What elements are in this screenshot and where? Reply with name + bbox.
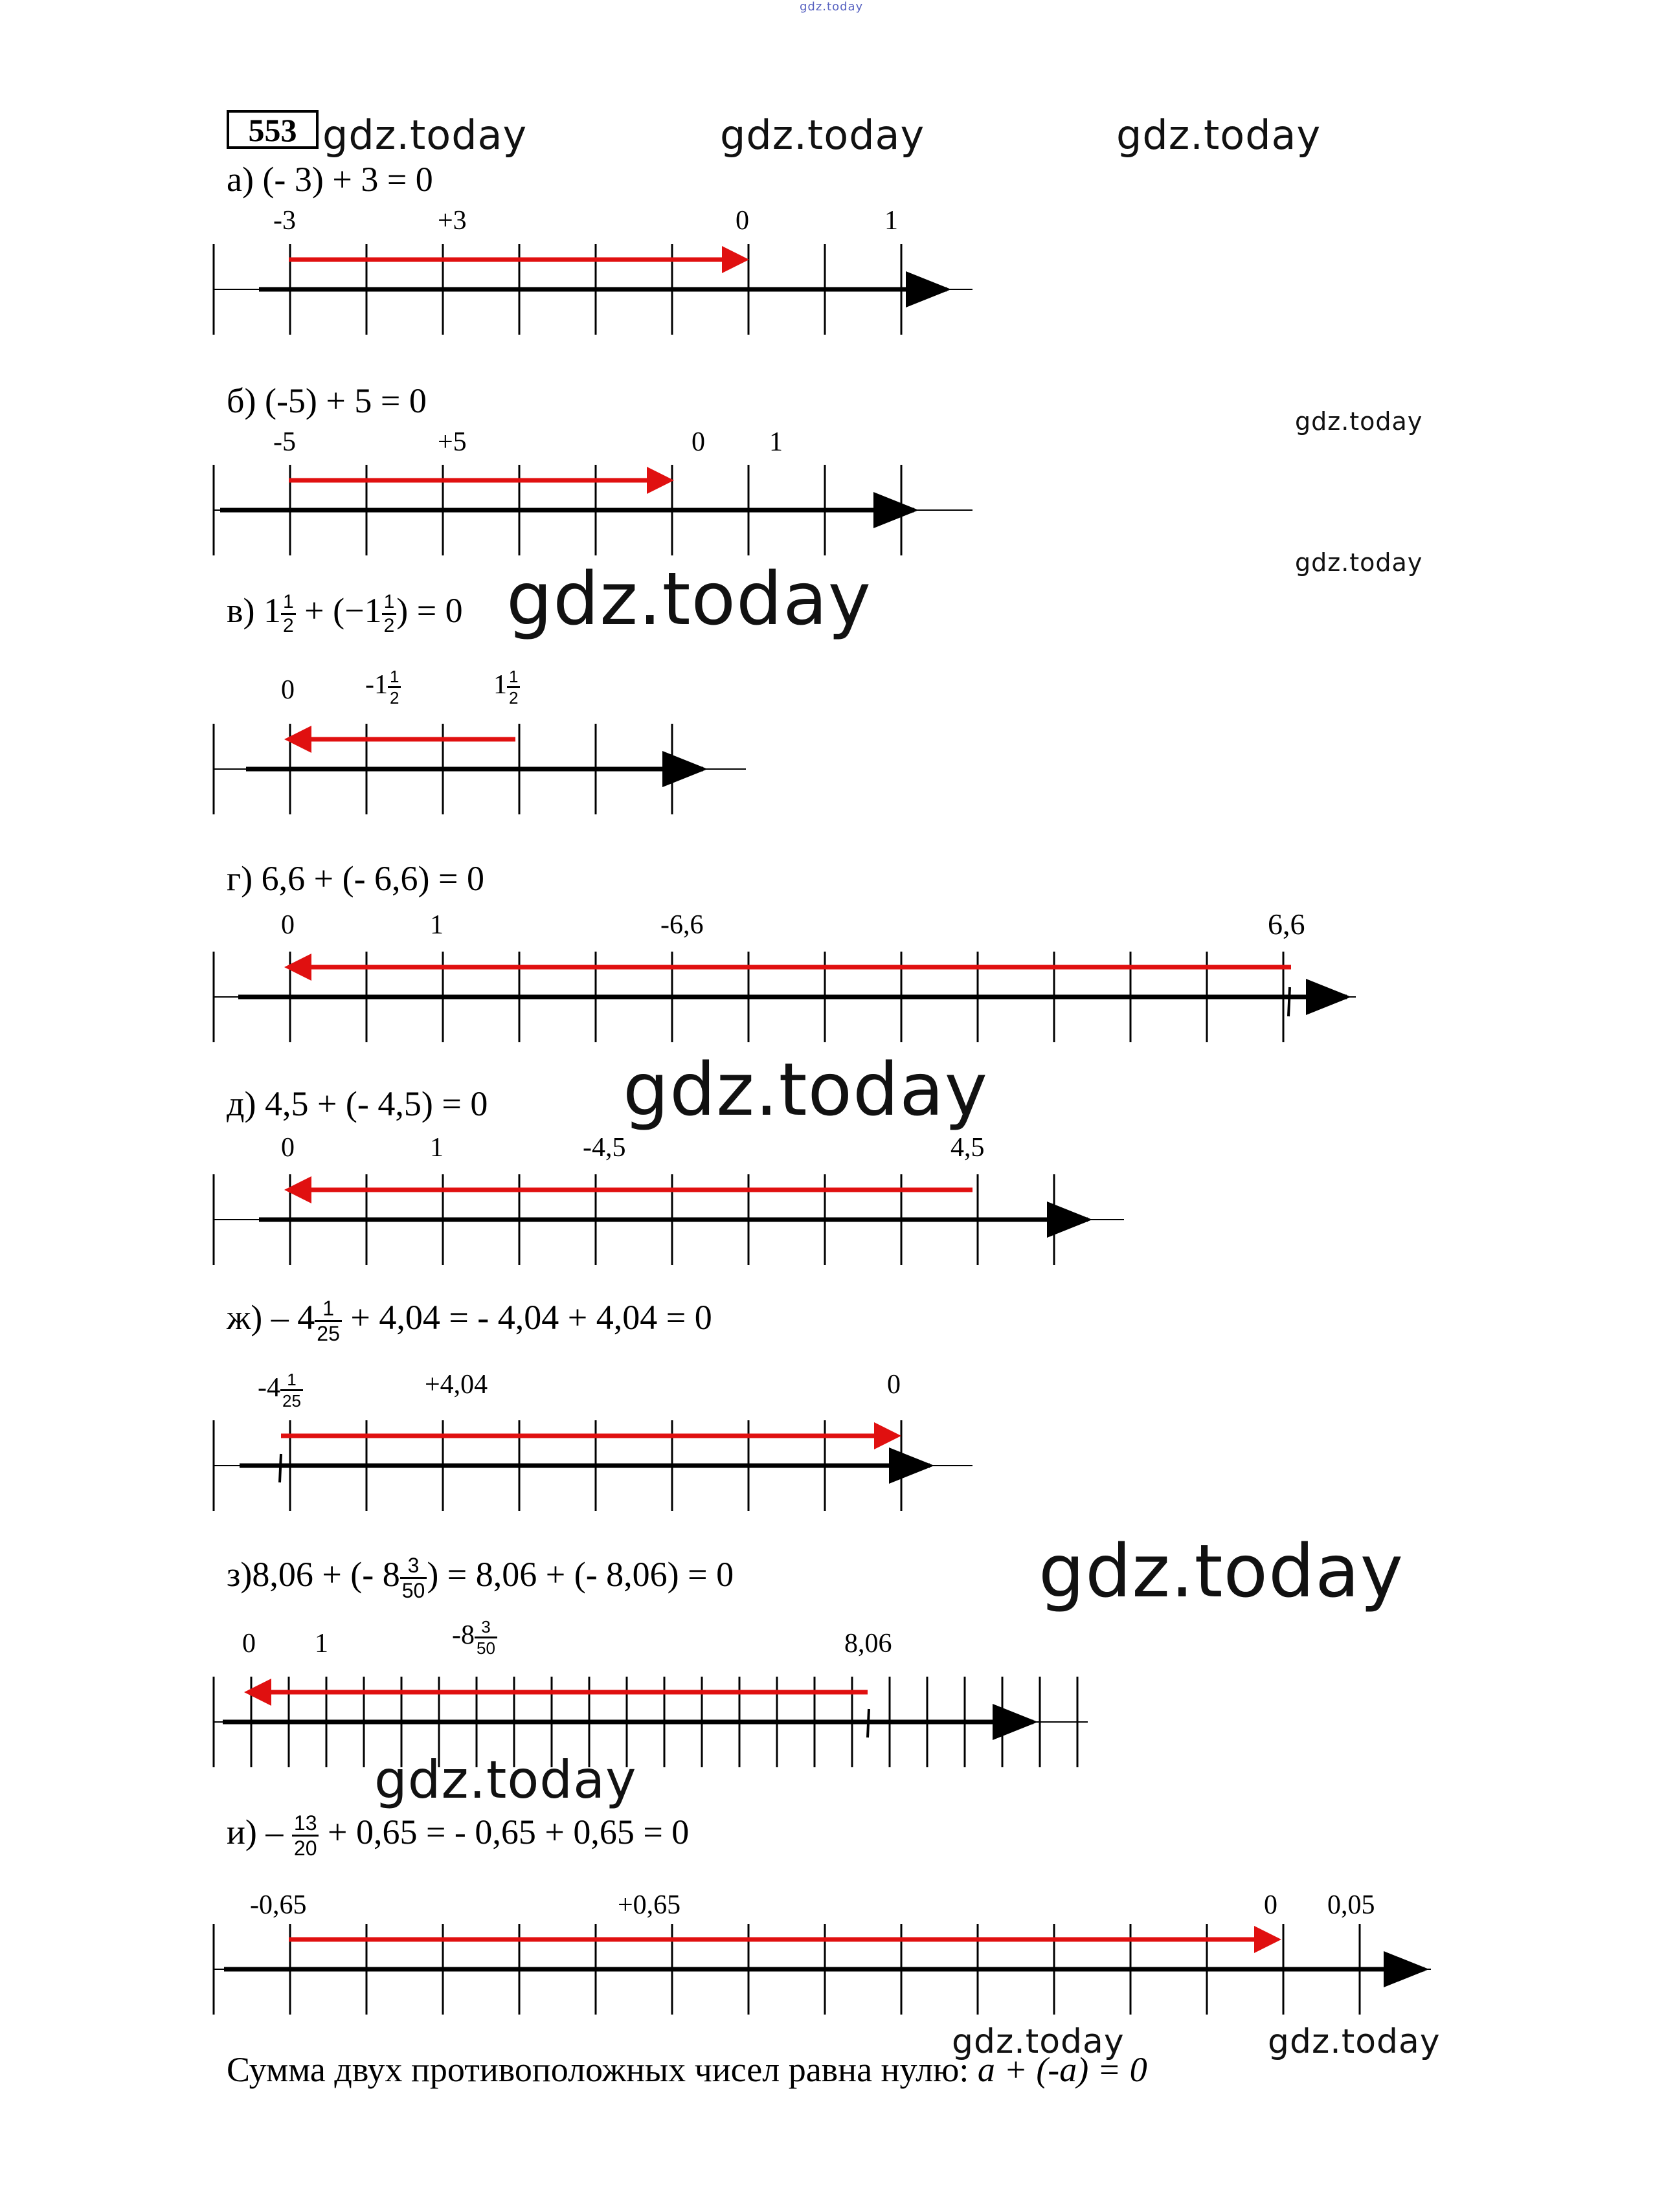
equation-d: д) 4,5 + (- 4,5) = 0 (227, 1084, 488, 1123)
fraction (388, 668, 401, 706)
watermark: gdz.today (952, 2022, 1125, 2061)
label-d-neg: -4,5 (583, 1133, 626, 1163)
label-z-neg (452, 1618, 497, 1657)
watermark: gdz.today (623, 1048, 989, 1132)
watermark: gdz.today (506, 557, 872, 642)
watermark: gdz.today (1295, 407, 1423, 436)
frac-den: 50 (401, 1579, 425, 1602)
fraction (382, 592, 397, 636)
fraction (400, 1555, 427, 1601)
label-a-plus3: +3 (438, 206, 467, 236)
label-b-zero: 0 (691, 427, 705, 457)
label-v-pos-int: 1 (493, 670, 507, 700)
eq-i-suffix: + 0,65 = - 0,65 + 0,65 = 0 (327, 1812, 690, 1851)
label-v-zero: 0 (281, 675, 295, 705)
label-zh-zero: 0 (887, 1370, 901, 1400)
label-g-one: 1 (430, 910, 444, 940)
mark-zh (280, 1454, 281, 1482)
frac-den: 2 (509, 688, 519, 708)
frac-den: 25 (317, 1322, 340, 1345)
frac-den: 25 (282, 1391, 301, 1411)
frac-num: 1 (507, 668, 520, 688)
eq-v-suffix: ) = 0 (396, 590, 463, 630)
watermark: gdz.today (1268, 2022, 1441, 2061)
label-zh-plus: +4,04 (425, 1370, 488, 1400)
equation-v (227, 592, 463, 636)
label-b-plus5: +5 (438, 427, 467, 457)
label-zh-start-int: -4 (258, 1373, 280, 1403)
frac-num: 1 (280, 1371, 303, 1391)
frac-num: 1 (281, 592, 296, 615)
fraction (280, 1371, 303, 1409)
label-a-one: 1 (884, 206, 898, 236)
label-z-zero: 0 (242, 1629, 256, 1659)
label-g-neg: -6,6 (660, 910, 704, 940)
equation-g: г) 6,6 + (- 6,6) = 0 (227, 859, 484, 898)
label-i-start: -0,65 (250, 1890, 307, 1920)
frac-num: 1 (388, 668, 401, 688)
label-i-zero: 0 (1264, 1890, 1277, 1920)
conclusion-text: Сумма двух противоположных чисел равна нулю: (227, 2050, 969, 2089)
label-i-step: 0,05 (1327, 1890, 1375, 1920)
watermark: gdz.today (1039, 1530, 1404, 1614)
eq-v-plus: + (−1 (304, 590, 382, 630)
frac-den: 50 (477, 1638, 495, 1658)
eq-z-suffix: ) = 8,06 + (- 8,06) = 0 (427, 1554, 734, 1594)
equation-a: а) (- 3) + 3 = 0 (227, 160, 433, 199)
label-a-zero: 0 (736, 206, 749, 236)
eq-zh-prefix: ж) – 4 (227, 1297, 315, 1337)
fraction (292, 1813, 319, 1859)
label-z-one: 1 (315, 1629, 328, 1659)
eq-zh-suffix: + 4,04 = - 4,04 + 4,04 = 0 (350, 1297, 712, 1337)
label-z-neg-int: -8 (452, 1620, 475, 1651)
conclusion (227, 2052, 1147, 2087)
frac-num: 13 (292, 1813, 319, 1837)
frac-den: 2 (282, 615, 294, 636)
watermark: gdz.today (1116, 111, 1321, 159)
equation-z (227, 1555, 734, 1601)
label-v-pos (493, 668, 520, 706)
fraction (475, 1618, 497, 1657)
label-b-minus5: -5 (273, 427, 296, 457)
frac-den: 2 (383, 615, 395, 636)
label-d-one: 1 (430, 1133, 444, 1163)
frac-num: 3 (475, 1618, 497, 1638)
watermark: gdz.today (322, 111, 528, 159)
eq-v-prefix: в) 1 (227, 590, 281, 630)
label-b-one: 1 (769, 427, 783, 457)
frac-den: 20 (293, 1837, 317, 1860)
label-d-zero: 0 (281, 1133, 295, 1163)
fraction (507, 668, 520, 706)
mark-g (1288, 987, 1290, 1016)
frac-num: 1 (315, 1298, 342, 1322)
eq-z-prefix: з)8,06 + (- 8 (227, 1554, 400, 1594)
label-v-neg (365, 668, 401, 706)
watermark: gdz.today (1295, 548, 1423, 577)
equation-i (227, 1813, 689, 1859)
watermark-top: gdz.today (800, 0, 864, 14)
label-a-minus3: -3 (273, 206, 296, 236)
label-zh-start (258, 1371, 303, 1409)
problem-number: 553 (227, 110, 319, 149)
equation-zh (227, 1298, 712, 1344)
label-d-pos: 4,5 (950, 1133, 985, 1163)
label-g-pos: 6,6 (1268, 908, 1305, 941)
label-v-neg-int: -1 (365, 670, 388, 700)
frac-num: 3 (400, 1555, 427, 1579)
mark-z (868, 1709, 869, 1737)
frac-den: 2 (390, 688, 399, 708)
label-i-plus: +0,65 (618, 1890, 681, 1920)
watermark: gdz.today (720, 111, 925, 159)
watermark: gdz.today (374, 1750, 637, 1810)
frac-num: 1 (382, 592, 397, 615)
label-z-pos: 8,06 (844, 1629, 892, 1659)
conclusion-formula: a + (-a) = 0 (977, 2050, 1147, 2089)
equation-b: б) (-5) + 5 = 0 (227, 381, 427, 420)
fraction (315, 1298, 342, 1344)
eq-i-prefix: и) – (227, 1812, 284, 1851)
label-g-zero: 0 (281, 910, 295, 940)
fraction (281, 592, 296, 636)
